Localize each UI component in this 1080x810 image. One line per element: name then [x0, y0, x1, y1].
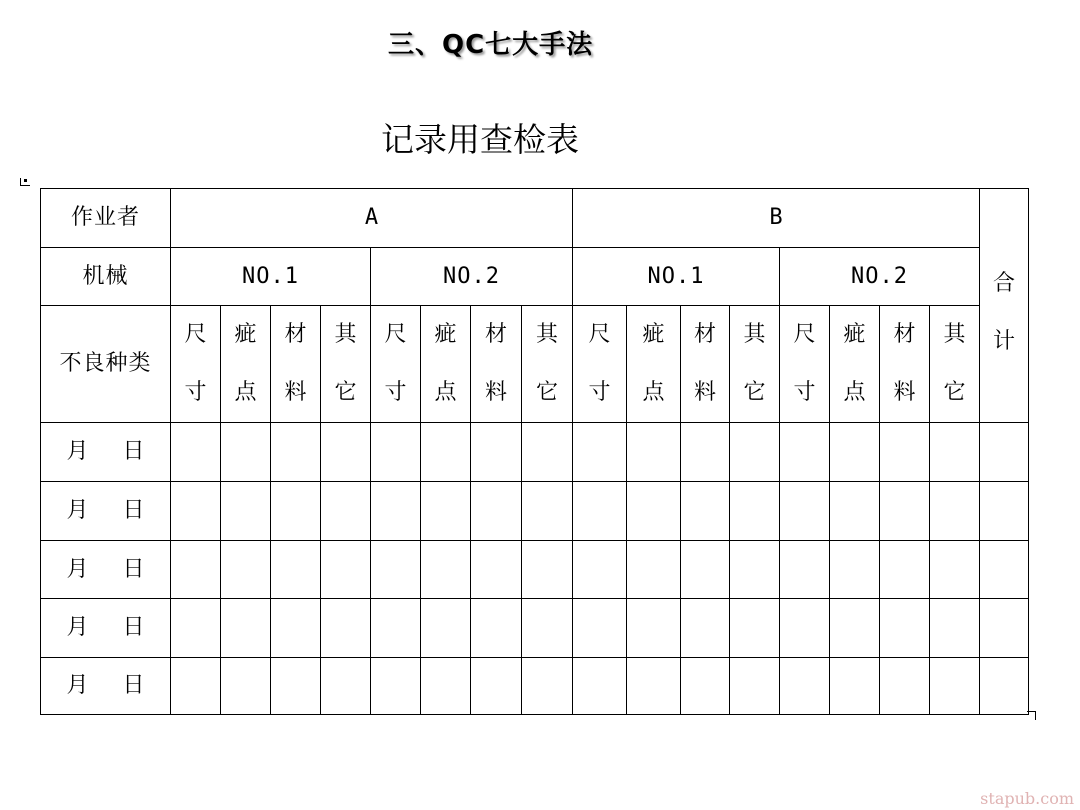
date-row: [41, 658, 1029, 715]
tally-cell[interactable]: [171, 541, 221, 599]
tally-cell[interactable]: [880, 658, 930, 715]
defect-category-header: [780, 306, 830, 423]
defect-category-header: [321, 306, 371, 423]
day-label: 日: [122, 498, 145, 523]
tally-cell[interactable]: [421, 658, 471, 715]
defect-category-char-top: 尺: [588, 322, 611, 347]
tally-cell[interactable]: [930, 658, 980, 715]
tally-cell[interactable]: [573, 541, 627, 599]
tally-cell[interactable]: [321, 541, 371, 599]
defect-category-header: [880, 306, 930, 423]
tally-cell[interactable]: [681, 541, 730, 599]
tally-cell[interactable]: [271, 658, 321, 715]
tally-cell[interactable]: [681, 658, 730, 715]
tally-cell[interactable]: [980, 482, 1029, 541]
defect-category-header: [171, 306, 221, 423]
day-label: 日: [122, 615, 145, 640]
tally-cell[interactable]: [980, 541, 1029, 599]
watermark: stapub.com: [980, 789, 1074, 808]
tally-cell[interactable]: [830, 658, 880, 715]
operator-a: A: [171, 189, 573, 248]
tally-cell[interactable]: [221, 599, 271, 658]
tally-cell[interactable]: [371, 482, 421, 541]
date-row: [41, 482, 1029, 541]
defect-category-char-bottom: 料: [484, 380, 507, 405]
tally-cell[interactable]: [980, 423, 1029, 482]
tally-cell[interactable]: [321, 658, 371, 715]
defect-category-char-bottom: 料: [893, 380, 916, 405]
tally-cell[interactable]: [522, 658, 573, 715]
defect-category-char-top: 疵: [434, 322, 457, 347]
tally-cell[interactable]: [730, 541, 780, 599]
defect-category-header: [271, 306, 321, 423]
tally-cell[interactable]: [780, 541, 830, 599]
defect-category-char-top: 疵: [234, 322, 257, 347]
tally-cell[interactable]: [681, 423, 730, 482]
tally-cell[interactable]: [730, 423, 780, 482]
tally-cell[interactable]: [321, 599, 371, 658]
tally-cell[interactable]: [321, 482, 371, 541]
tally-cell[interactable]: [471, 658, 522, 715]
date-label: [41, 423, 171, 482]
defect-category-header: [221, 306, 271, 423]
tally-cell[interactable]: [830, 599, 880, 658]
defect-category-char-bottom: 点: [843, 380, 866, 405]
tally-cell[interactable]: [780, 482, 830, 541]
defect-category-char-top: 其: [535, 322, 558, 347]
defect-category-char-top: 材: [284, 322, 307, 347]
table-resize-handle-icon[interactable]: [1027, 711, 1036, 720]
tally-cell[interactable]: [573, 423, 627, 482]
tally-cell[interactable]: [780, 423, 830, 482]
defect-category-header: [830, 306, 880, 423]
tally-cell[interactable]: [371, 599, 421, 658]
defect-category-char-bottom: 料: [693, 380, 716, 405]
check-sheet-table: [40, 188, 1029, 715]
machine-b-no1: NO.1: [573, 248, 780, 306]
date-row: [41, 541, 1029, 599]
tally-cell[interactable]: [221, 541, 271, 599]
tally-cell[interactable]: [730, 599, 780, 658]
tally-cell[interactable]: [471, 599, 522, 658]
machine-label: 机械: [41, 248, 171, 306]
tally-cell[interactable]: [421, 482, 471, 541]
defect-category-header: [522, 306, 573, 423]
tally-cell[interactable]: [930, 482, 980, 541]
total-char-bottom: 计: [992, 329, 1015, 354]
tally-cell[interactable]: [371, 658, 421, 715]
tally-cell[interactable]: [271, 423, 321, 482]
tally-cell[interactable]: [421, 599, 471, 658]
tally-cell[interactable]: [271, 482, 321, 541]
defect-category-char-top: 材: [893, 322, 916, 347]
defect-category-char-top: 疵: [843, 322, 866, 347]
tally-cell[interactable]: [627, 599, 681, 658]
tally-cell[interactable]: [930, 423, 980, 482]
tally-cell[interactable]: [221, 482, 271, 541]
tally-cell[interactable]: [321, 423, 371, 482]
tally-cell[interactable]: [171, 599, 221, 658]
tally-cell[interactable]: [880, 541, 930, 599]
tally-cell[interactable]: [627, 423, 681, 482]
defect-category-char-bottom: 料: [284, 380, 307, 405]
operator-row: [41, 189, 1029, 248]
tally-cell[interactable]: [573, 658, 627, 715]
tally-cell[interactable]: [471, 482, 522, 541]
defect-category-char-top: 其: [743, 322, 766, 347]
tally-cell[interactable]: [471, 541, 522, 599]
defect-category-char-top: 材: [693, 322, 716, 347]
defect-category-char-top: 尺: [184, 322, 207, 347]
tally-cell[interactable]: [780, 599, 830, 658]
defect-category-char-top: 材: [484, 322, 507, 347]
machine-a-no1: NO.1: [171, 248, 371, 306]
defect-category-char-top: 其: [943, 322, 966, 347]
defect-category-header: [573, 306, 627, 423]
tally-cell[interactable]: [221, 423, 271, 482]
defect-category-char-bottom: 它: [334, 380, 357, 405]
defect-category-header: [681, 306, 730, 423]
day-label: 日: [122, 673, 145, 698]
defect-type-label: 不良种类: [41, 306, 171, 423]
table-move-handle-icon[interactable]: [20, 178, 30, 186]
defect-category-char-bottom: 它: [943, 380, 966, 405]
defect-category-char-bottom: 点: [434, 380, 457, 405]
tally-cell[interactable]: [681, 599, 730, 658]
tally-cell[interactable]: [681, 482, 730, 541]
total-header: [980, 189, 1029, 423]
tally-cell[interactable]: [830, 541, 880, 599]
date-label: [41, 599, 171, 658]
defect-category-char-bottom: 寸: [384, 380, 407, 405]
day-label: 日: [122, 556, 145, 582]
tally-cell[interactable]: [627, 541, 681, 599]
date-label: [41, 541, 171, 599]
month-label: 月: [66, 439, 89, 464]
tally-cell[interactable]: [371, 423, 421, 482]
tally-cell[interactable]: [730, 658, 780, 715]
tally-cell[interactable]: [780, 658, 830, 715]
defect-category-header: [371, 306, 421, 423]
defect-category-header: [421, 306, 471, 423]
tally-cell[interactable]: [371, 541, 421, 599]
machine-b-no2: NO.2: [780, 248, 980, 306]
tally-cell[interactable]: [930, 541, 980, 599]
tally-cell[interactable]: [830, 482, 880, 541]
tally-cell[interactable]: [627, 658, 681, 715]
tally-cell[interactable]: [271, 541, 321, 599]
section-title: 三、QC七大手法: [388, 30, 594, 60]
month-label: 月: [66, 673, 89, 698]
tally-cell[interactable]: [221, 658, 271, 715]
defect-category-char-bottom: 它: [743, 380, 766, 405]
defect-category-char-bottom: 它: [535, 380, 558, 405]
tally-cell[interactable]: [171, 482, 221, 541]
day-label: 日: [122, 439, 145, 464]
tally-cell[interactable]: [171, 658, 221, 715]
tally-cell[interactable]: [880, 482, 930, 541]
defect-category-char-top: 疵: [642, 322, 665, 347]
tally-cell[interactable]: [980, 599, 1029, 658]
date-row: [41, 599, 1029, 658]
defect-category-char-bottom: 寸: [588, 380, 611, 405]
tally-cell[interactable]: [421, 541, 471, 599]
defect-category-char-bottom: 寸: [184, 380, 207, 405]
month-label: 月: [66, 556, 89, 582]
tally-cell[interactable]: [522, 599, 573, 658]
machine-row: [41, 248, 1029, 306]
tally-cell[interactable]: [573, 599, 627, 658]
date-label: [41, 658, 171, 715]
defect-category-header: [730, 306, 780, 423]
defect-category-char-bottom: 寸: [793, 380, 816, 405]
defect-category-header: [930, 306, 980, 423]
tally-cell[interactable]: [171, 423, 221, 482]
table-title: 记录用查检表: [381, 120, 579, 159]
tally-cell[interactable]: [522, 541, 573, 599]
month-label: 月: [66, 498, 89, 523]
tally-cell[interactable]: [627, 482, 681, 541]
tally-cell[interactable]: [421, 423, 471, 482]
defect-category-char-top: 尺: [793, 322, 816, 347]
defect-category-char-bottom: 点: [234, 380, 257, 405]
tally-cell[interactable]: [880, 599, 930, 658]
tally-cell[interactable]: [880, 423, 930, 482]
tally-cell[interactable]: [930, 599, 980, 658]
defect-category-header: [471, 306, 522, 423]
month-label: 月: [66, 615, 89, 640]
operator-label: 作业者: [41, 189, 171, 248]
operator-b: B: [573, 189, 980, 248]
defect-category-char-bottom: 点: [642, 380, 665, 405]
tally-cell[interactable]: [522, 423, 573, 482]
tally-cell[interactable]: [573, 482, 627, 541]
total-char-top: 合: [992, 271, 1015, 296]
date-row: [41, 423, 1029, 482]
tally-cell[interactable]: [730, 482, 780, 541]
defect-category-header: [627, 306, 681, 423]
date-label: [41, 482, 171, 541]
defect-type-row: [41, 306, 1029, 423]
tally-cell[interactable]: [471, 423, 522, 482]
tally-cell[interactable]: [522, 482, 573, 541]
tally-cell[interactable]: [271, 599, 321, 658]
machine-a-no2: NO.2: [371, 248, 573, 306]
defect-category-char-top: 其: [334, 322, 357, 347]
defect-category-char-top: 尺: [384, 322, 407, 347]
tally-cell[interactable]: [980, 658, 1029, 715]
tally-cell[interactable]: [830, 423, 880, 482]
